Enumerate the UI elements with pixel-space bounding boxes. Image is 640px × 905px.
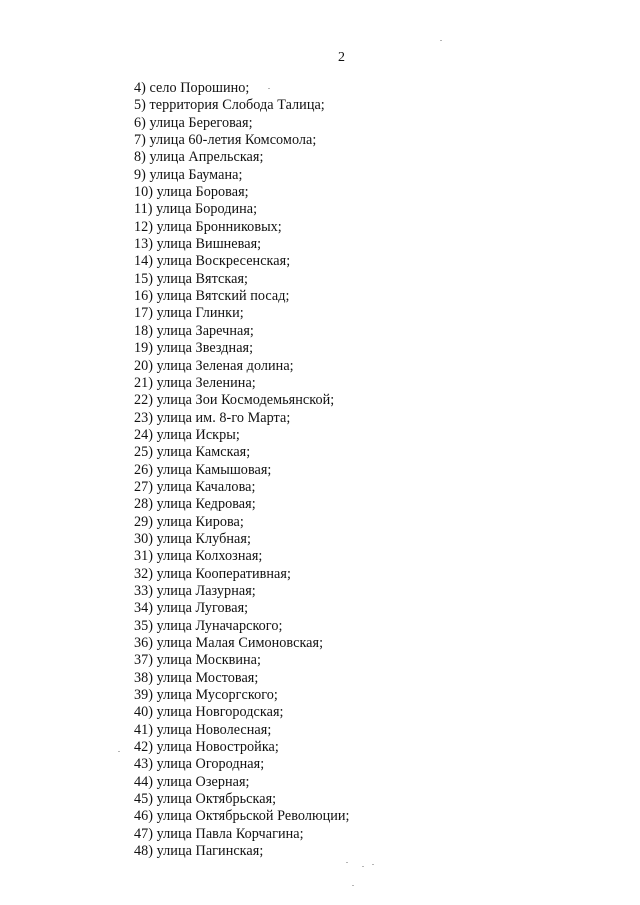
list-item: 48) улица Пагинская; <box>134 843 264 860</box>
list-item: 26) улица Камышовая; <box>134 461 272 478</box>
list-item: 27) улица Качалова; <box>134 478 256 495</box>
list-item: 8) улица Апрельская; <box>134 149 264 166</box>
list-item: 41) улица Новолесная; <box>134 721 272 738</box>
list-item: 6) улица Береговая; <box>134 114 253 131</box>
list-item: 9) улица Баумана; <box>134 166 243 183</box>
list-item: 12) улица Бронниковых; <box>134 218 282 235</box>
list-item: 17) улица Глинки; <box>134 305 244 322</box>
list-item: 11) улица Бородина; <box>134 201 258 218</box>
list-item: 23) улица им. 8-го Марта; <box>134 409 291 426</box>
list-item: 25) улица Камская; <box>134 444 251 461</box>
page-number: 2 <box>338 50 345 65</box>
list-item: 40) улица Новгородская; <box>134 704 284 721</box>
list-item: 44) улица Озерная; <box>134 773 250 790</box>
list-item: 14) улица Воскресенская; <box>134 253 291 270</box>
scan-speck <box>372 864 374 865</box>
list-item: 29) улица Кирова; <box>134 513 244 530</box>
scan-speck <box>118 751 120 752</box>
list-item: 28) улица Кедровая; <box>134 496 256 513</box>
list-item: 30) улица Клубная; <box>134 530 251 547</box>
scan-speck <box>362 866 364 867</box>
scan-speck <box>352 885 354 886</box>
list-item: 45) улица Октябрьская; <box>134 791 277 808</box>
scan-speck <box>268 88 270 89</box>
list-item: 39) улица Мусоргского; <box>134 687 278 704</box>
list-item: 35) улица Луначарского; <box>134 617 283 634</box>
list-item: 22) улица Зои Космодемьянской; <box>134 392 335 409</box>
list-item: 4) село Порошино; <box>134 80 250 96</box>
list-item: 19) улица Звездная; <box>134 340 254 357</box>
list-item: 38) улица Мостовая; <box>134 669 259 686</box>
list-item: 7) улица 60-летия Комсомола; <box>134 132 317 149</box>
scan-speck <box>346 862 348 863</box>
list-item: 24) улица Искры; <box>134 426 240 443</box>
list-item: 42) улица Новостройка; <box>134 739 279 756</box>
list-item: 31) улица Колхозная; <box>134 548 263 565</box>
list-item: 10) улица Боровая; <box>134 184 249 201</box>
list-item: 36) улица Малая Симоновская; <box>134 635 324 651</box>
list-item: 21) улица Зеленина; <box>134 374 256 391</box>
list-item: 46) улица Октябрьской Революции; <box>134 808 350 825</box>
list-item: 33) улица Лазурная; <box>134 582 256 599</box>
scan-speck <box>440 40 442 41</box>
list-item: 20) улица Зеленая долина; <box>134 357 294 374</box>
list-item: 5) территория Слобода Талица; <box>134 97 325 114</box>
list-item: 13) улица Вишневая; <box>134 236 262 253</box>
list-item: 43) улица Огородная; <box>134 756 265 773</box>
list-item: 16) улица Вятский посад; <box>134 288 290 305</box>
street-list <box>134 80 350 860</box>
list-item: 18) улица Заречная; <box>134 322 254 339</box>
list-item: 32) улица Кооперативная; <box>134 565 291 582</box>
list-item: 47) улица Павла Корчагина; <box>134 825 304 842</box>
list-item: 37) улица Москвина; <box>134 652 262 669</box>
list-item: 34) улица Луговая; <box>134 600 249 617</box>
list-item: 15) улица Вятская; <box>134 270 249 287</box>
